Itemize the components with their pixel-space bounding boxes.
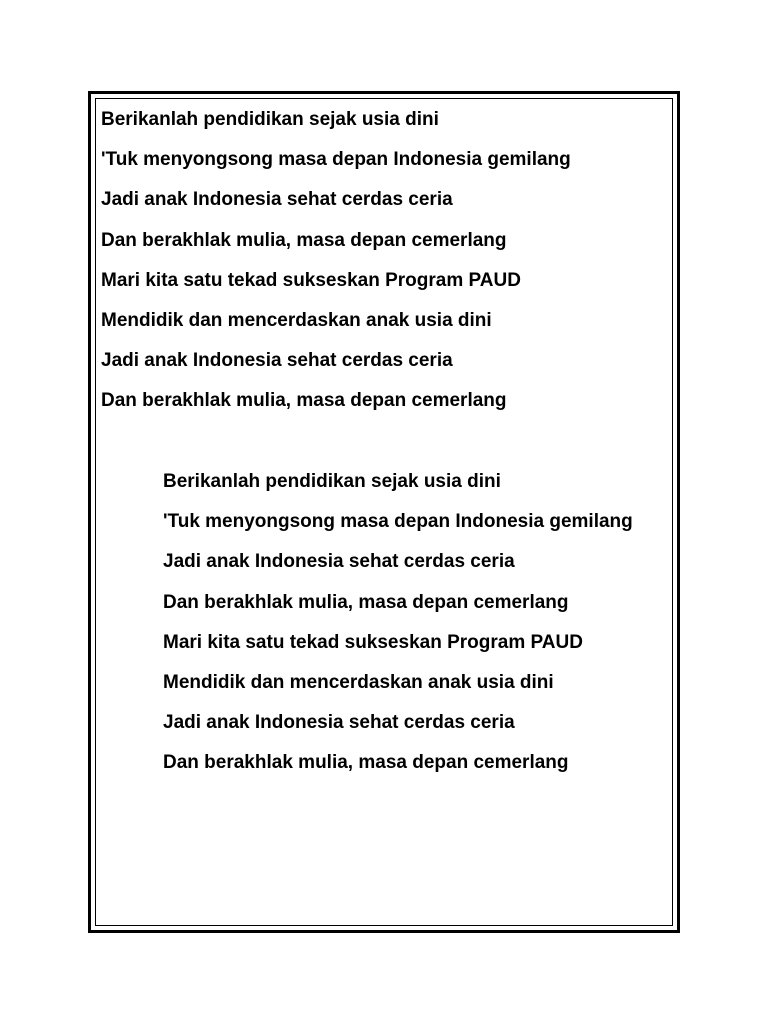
lyric-line: Jadi anak Indonesia sehat cerdas ceria (163, 551, 515, 573)
lyric-line: Dan berakhlak mulia, masa depan cemerlang (101, 390, 507, 412)
lyric-line: Berikanlah pendidikan sejak usia dini (101, 109, 439, 130)
lyric-line: Dan berakhlak mulia, masa depan cemerlang (101, 229, 507, 251)
lyric-line: Jadi anak Indonesia sehat cerdas ceria (101, 350, 453, 372)
lyric-line: Jadi anak Indonesia sehat cerdas ceria (101, 189, 453, 211)
lyric-line: 'Tuk menyongsong masa depan Indonesia gemilang (101, 149, 571, 171)
lyric-line: Mari kita satu tekad sukseskan Program PAUD (101, 269, 521, 291)
lyric-line: Mendidik dan mencerdaskan anak usia dini (163, 672, 554, 694)
lyrics-stanza-1 (101, 100, 571, 422)
lyric-line: Dan berakhlak mulia, masa depan cemerlang (163, 591, 569, 613)
lyric-line: Mari kita satu tekad sukseskan Program PAUD (163, 631, 583, 653)
lyric-line: 'Tuk menyongsong masa depan Indonesia gemilang (163, 511, 633, 533)
lyric-line: Berikanlah pendidikan sejak usia dini (163, 471, 501, 492)
lyrics-stanza-2 (163, 462, 633, 784)
lyric-line: Dan berakhlak mulia, masa depan cemerlang (163, 752, 569, 774)
lyric-line: Jadi anak Indonesia sehat cerdas ceria (163, 712, 515, 734)
lyric-line: Mendidik dan mencerdaskan anak usia dini (101, 310, 492, 332)
